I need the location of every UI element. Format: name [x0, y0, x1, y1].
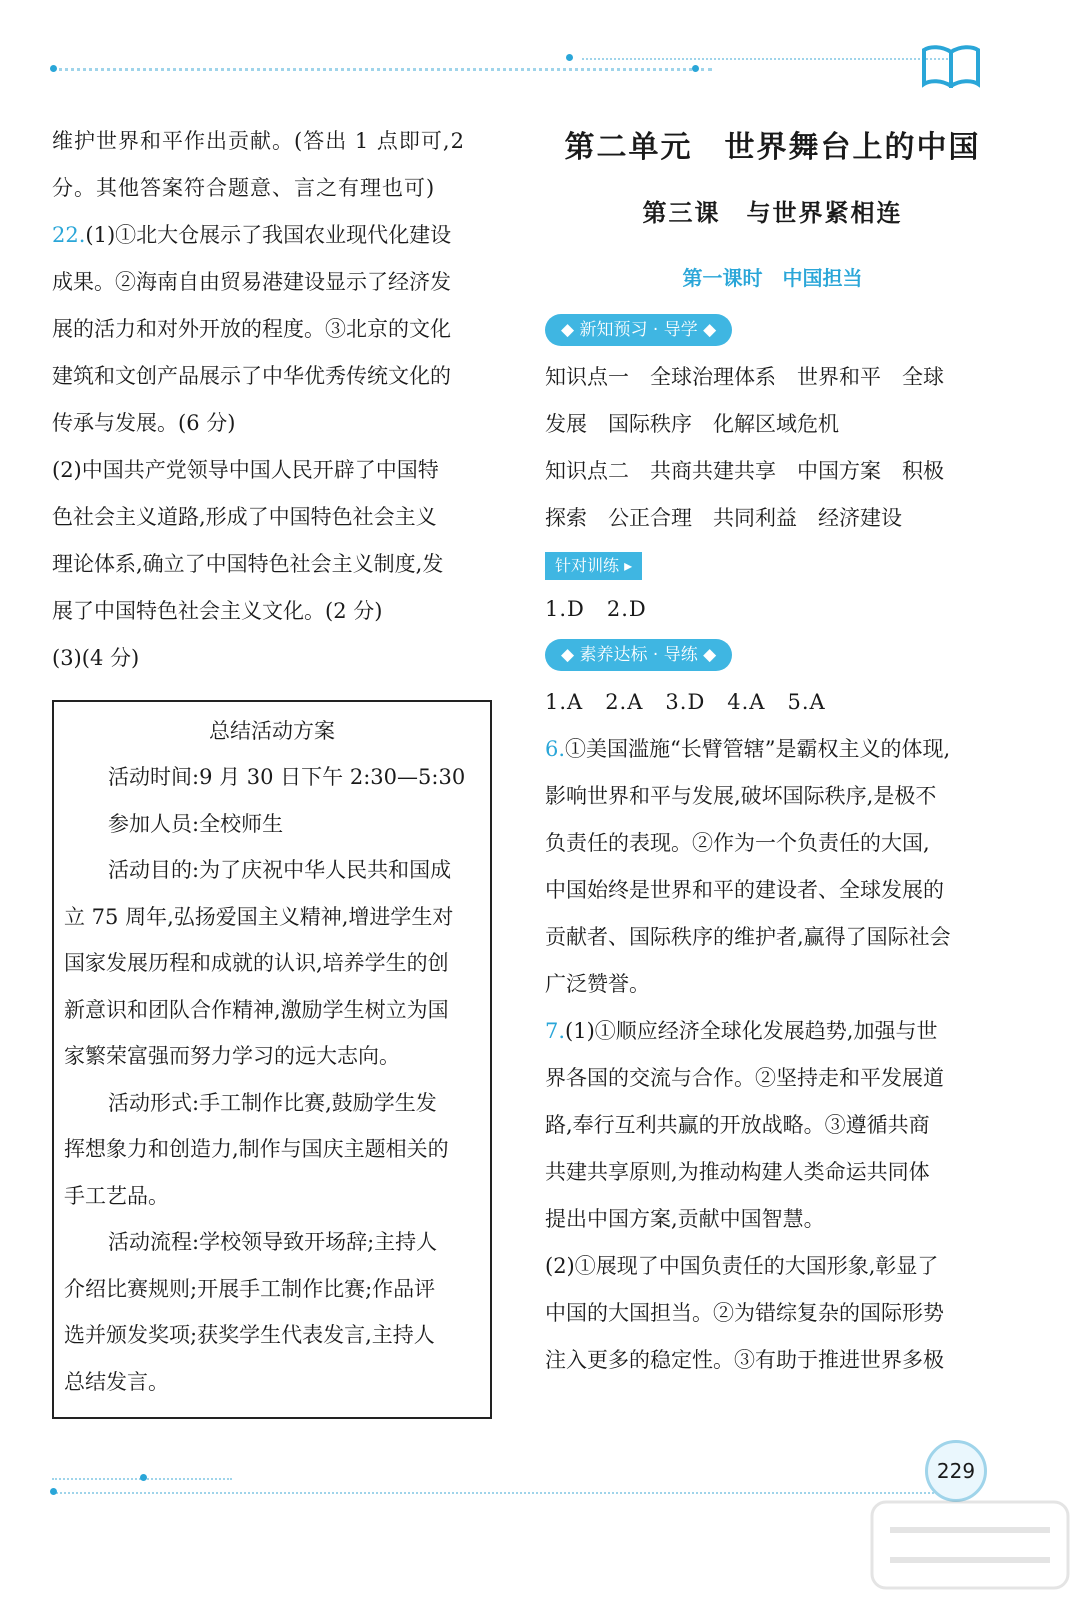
activity-plan-title: 总结活动方案	[209, 719, 335, 743]
q7-line: (2)①展现了中国负责任的大国形象,彰显了	[545, 1254, 939, 1278]
activity-plan-line: 活动时间:9 月 30 日下午 2:30—5:30	[108, 765, 466, 789]
watermark-logo	[870, 1500, 1070, 1590]
activity-plan-line: 立 75 周年,弘扬爱国主义精神,增进学生对	[64, 904, 454, 929]
activity-plan-box	[52, 700, 492, 1419]
activity-plan-line: 国家发展历程和成就的认识,培养学生的创	[64, 951, 449, 975]
book-icon	[920, 42, 982, 88]
answer-line: 传承与发展。(6 分)	[52, 411, 236, 435]
question-number: 22.	[52, 223, 86, 247]
q6-line: 中国始终是世界和平的建设者、全球发展的	[545, 878, 944, 902]
q6-line-first	[545, 726, 1000, 773]
knowledge-line: 探索 公正合理 共同利益 经济建设	[545, 506, 902, 530]
header-dot	[692, 65, 699, 72]
answer-line: 维护世界和平作出贡献。(答出 1 点即可,2	[52, 129, 465, 153]
question-number: 6.	[545, 737, 566, 761]
knowledge-line: 发展 国际秩序 化解区域危机	[545, 412, 839, 436]
answer-line: (3)(4 分)	[52, 646, 140, 670]
answer-line: 建筑和文创产品展示了中华优秀传统文化的	[52, 364, 451, 388]
q7-line: 中国的大国担当。②为错综复杂的国际形势	[545, 1301, 944, 1325]
q6-line: 负责任的表现。②作为一个负责任的大国,	[545, 831, 930, 855]
activity-plan-line: 活动目的:为了庆祝中华人民共和国成	[108, 858, 452, 882]
q7-line: 路,奉行互利共赢的开放战略。③遵循共商	[545, 1113, 930, 1137]
footer-dot	[140, 1474, 147, 1481]
section-pill-practice: ◆ 素养达标 · 导练 ◆	[545, 639, 732, 671]
answer-line: 展的活力和对外开放的程度。③北京的文化	[52, 317, 451, 341]
lesson-title: 第三课 与世界紧相连	[642, 198, 903, 227]
q7-line: 注入更多的稳定性。③有助于推进世界多极	[545, 1348, 944, 1372]
answer-line-q22	[52, 212, 502, 259]
activity-plan-line: 参加人员:全校师生	[108, 811, 284, 836]
footer-dotted-line-2	[52, 1492, 942, 1494]
answer-text: (1)①顺应经济全球化发展趋势,加强与世	[565, 1019, 938, 1043]
mc-answers: 1.A 2.A 3.D 4.A 5.A	[545, 690, 826, 714]
footer-dot	[50, 1488, 57, 1495]
q6-line: 贡献者、国际秩序的维护者,赢得了国际社会	[545, 925, 951, 949]
activity-plan-line: 活动流程:学校领导致开场辞;主持人	[108, 1230, 438, 1254]
activity-plan-line: 新意识和团队合作精神,激励学生树立为国	[64, 997, 449, 1022]
q6-line: 广泛赞誉。	[545, 972, 650, 996]
activity-plan-line: 介绍比赛规则;开展手工制作比赛;作品评	[64, 1276, 436, 1301]
q6-line: 影响世界和平与发展,破坏国际秩序,是极不	[545, 784, 937, 808]
answer-line: 分。其他答案符合题意、言之有理也可)	[52, 176, 436, 200]
unit-title: 第二单元 世界舞台上的中国	[564, 130, 981, 165]
right-column	[545, 118, 1000, 1384]
header-dotted-line	[52, 68, 712, 71]
header-dot	[50, 65, 57, 72]
activity-plan-line: 选并颁发奖项;获奖学生代表发言,主持人	[64, 1323, 435, 1347]
answer-line: 色社会主义道路,形成了中国特色社会主义	[52, 505, 437, 529]
activity-plan-line: 家繁荣富强而努力学习的远大志向。	[64, 1044, 400, 1068]
left-column	[52, 118, 502, 1419]
answer-line: 展了中国特色社会主义文化。(2 分)	[52, 599, 383, 623]
answer-text: ①美国滥施“长臂管辖”是霸权主义的体现,	[565, 737, 951, 761]
answer-text: (1)①北大仓展示了我国农业现代化建设	[85, 223, 452, 247]
activity-plan-line: 挥想象力和创造力,制作与国庆主题相关的	[64, 1137, 449, 1161]
section-pill-preview: ◆ 新知预习 · 导学 ◆	[545, 314, 732, 346]
answer-line: 理论体系,确立了中国特色社会主义制度,发	[52, 552, 444, 576]
q7-line: 界各国的交流与合作。②坚持走和平发展道	[545, 1066, 944, 1090]
answer-line: 成果。②海南自由贸易港建设显示了经济发	[52, 270, 451, 294]
page-number: 229	[925, 1440, 987, 1502]
header-dotted-line-2	[582, 58, 952, 60]
knowledge-line: 知识点二 共商共建共享 中国方案 积极	[545, 459, 944, 483]
question-number: 7.	[545, 1019, 566, 1043]
section-tag-training: 针对训练 ▸	[545, 552, 642, 580]
answer-line: (2)中国共产党领导中国人民开辟了中国特	[52, 458, 439, 482]
q7-line: 提出中国方案,贡献中国智慧。	[545, 1207, 825, 1231]
activity-plan-line: 总结发言。	[64, 1369, 169, 1394]
q7-line-first	[545, 1008, 1000, 1055]
period-title: 第一课时 中国担当	[682, 266, 863, 290]
q7-line: 共建共享原则,为推动构建人类命运共同体	[545, 1160, 930, 1184]
header-dot	[566, 54, 573, 61]
knowledge-line: 知识点一 全球治理体系 世界和平 全球	[545, 365, 944, 389]
activity-plan-line: 手工艺品。	[64, 1183, 169, 1208]
training-answers: 1.D 2.D	[545, 597, 647, 621]
activity-plan-line: 活动形式:手工制作比赛,鼓励学生发	[108, 1090, 437, 1115]
